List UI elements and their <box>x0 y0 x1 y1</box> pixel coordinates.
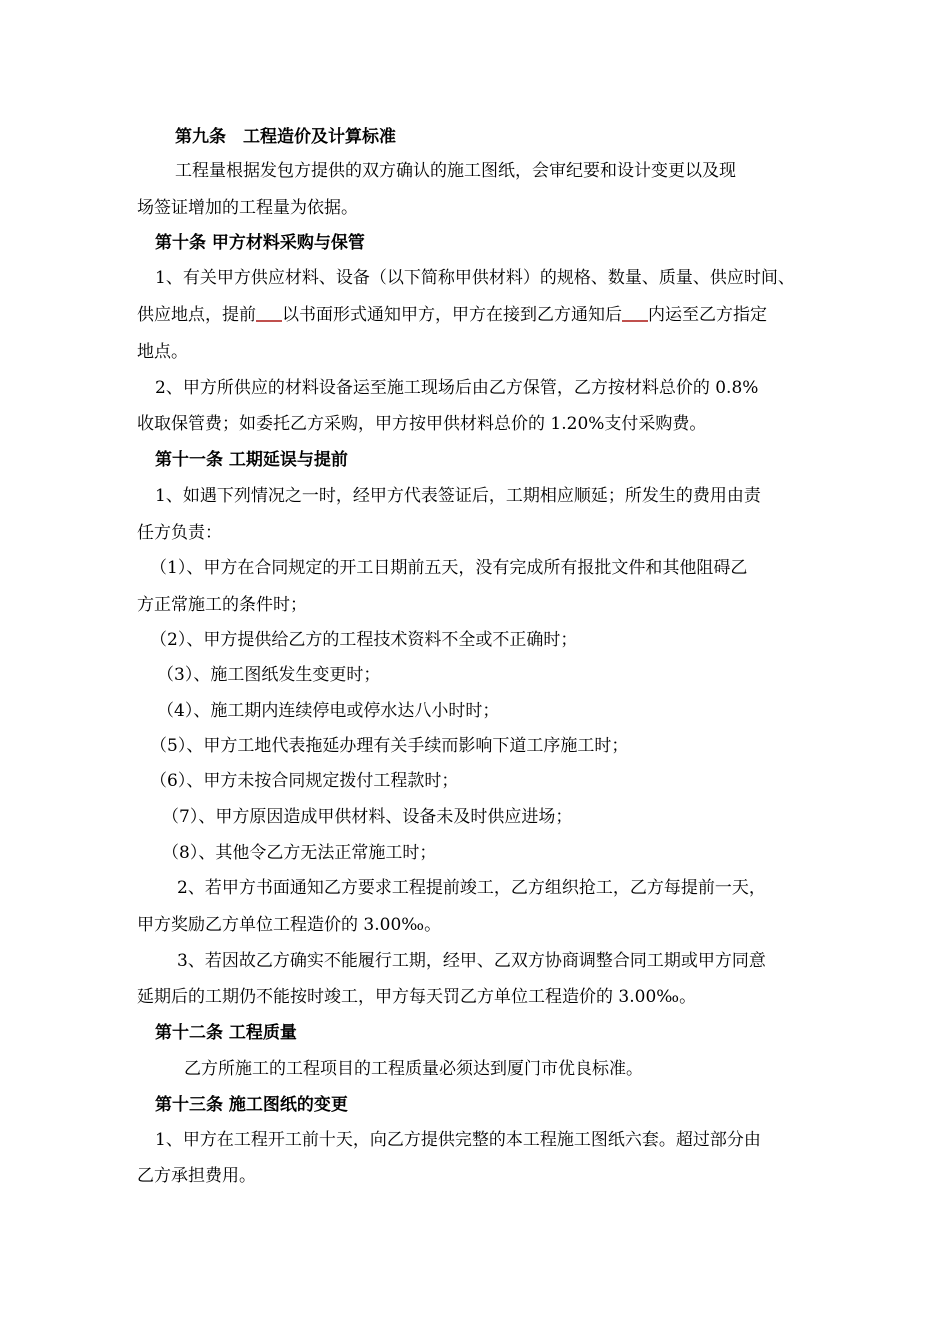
article-13-title: 第十三条 施工图纸的变更 <box>155 1095 348 1115</box>
article-11-item-2-line-1: 2、若甲方书面通知乙方要求工程提前竣工，乙方组织抢工，乙方每提前一天， <box>177 878 766 898</box>
article-10-item-1-line-2 <box>137 304 817 326</box>
article-11-condition-8: （8）、其他令乙方无法正常施工时； <box>162 843 437 863</box>
article-12-title: 第十二条 工程质量 <box>155 1023 297 1043</box>
article-11-item-2-line-2: 甲方奖励乙方单位工程造价的 3.00‰。 <box>137 915 442 935</box>
article-11-condition-5: （5）、甲方工地代表拖延办理有关手续而影响下道工序施工时； <box>150 736 629 756</box>
article-10-item-1-text-a: 供应地点，提前 <box>137 305 256 325</box>
article-9-title: 第九条 工程造价及计算标准 <box>175 127 396 147</box>
article-11-condition-3: （3）、施工图纸发生变更时； <box>157 665 381 685</box>
article-10-item-2-line-1: 2、甲方所供应的材料设备运至施工现场后由乙方保管，乙方按材料总价的 0.8% <box>155 378 759 398</box>
fill-in-blank[interactable] <box>622 304 648 322</box>
article-11-item-3-line-2: 延期后的工期仍不能按时竣工，甲方每天罚乙方单位工程造价的 3.00‰。 <box>137 987 697 1007</box>
article-10-item-1-text-c: 内运至乙方指定 <box>648 305 767 325</box>
article-10-item-1-text-b: 以书面形式通知甲方，甲方在接到乙方通知后 <box>282 305 622 325</box>
article-11-condition-1-line-2: 方正常施工的条件时； <box>137 595 307 615</box>
article-11-condition-6: （6）、甲方未按合同规定拨付工程款时； <box>150 771 459 791</box>
article-11-item-1-line-1: 1、如遇下列情况之一时，经甲方代表签证后，工期相应顺延；所发生的费用由责 <box>155 486 761 506</box>
article-11-item-3-line-1: 3、若因故乙方确实不能履行工期，经甲、乙双方协商调整合同工期或甲方同意 <box>177 951 766 971</box>
article-10-item-1-line-3: 地点。 <box>137 342 188 362</box>
article-12-paragraph: 乙方所施工的工程项目的工程质量必须达到厦门市优良标准。 <box>184 1059 643 1079</box>
article-13-item-1-line-2: 乙方承担费用。 <box>137 1166 256 1186</box>
fill-in-blank[interactable] <box>256 304 282 322</box>
article-11-item-1-line-2: 任方负责： <box>137 523 222 543</box>
article-10-item-1-line-1: 1、有关甲方供应材料、设备（以下简称甲供材料）的规格、数量、质量、供应时间、 <box>155 268 795 288</box>
article-11-condition-2: （2）、甲方提供给乙方的工程技术资料不全或不正确时； <box>150 630 578 650</box>
article-11-condition-4: （4）、施工期内连续停电或停水达八小时时； <box>157 701 500 721</box>
article-10-title: 第十条 甲方材料采购与保管 <box>155 233 365 253</box>
article-9-paragraph-line-1: 工程量根据发包方提供的双方确认的施工图纸，会审纪要和设计变更以及现 <box>175 161 736 181</box>
article-9-paragraph-line-2: 场签证增加的工程量为依据。 <box>137 198 358 218</box>
article-13-item-1-line-1: 1、甲方在工程开工前十天，向乙方提供完整的本工程施工图纸六套。超过部分由 <box>155 1130 761 1150</box>
article-11-title: 第十一条 工期延误与提前 <box>155 450 348 470</box>
article-10-item-2-line-2: 收取保管费；如委托乙方采购，甲方按甲供材料总价的 1.20%支付采购费。 <box>137 414 707 434</box>
article-11-condition-7: （7）、甲方原因造成甲供材料、设备未及时供应进场； <box>162 807 573 827</box>
article-11-condition-1-line-1: （1）、甲方在合同规定的开工日期前五天，没有完成所有报批文件和其他阻碍乙 <box>150 558 748 578</box>
